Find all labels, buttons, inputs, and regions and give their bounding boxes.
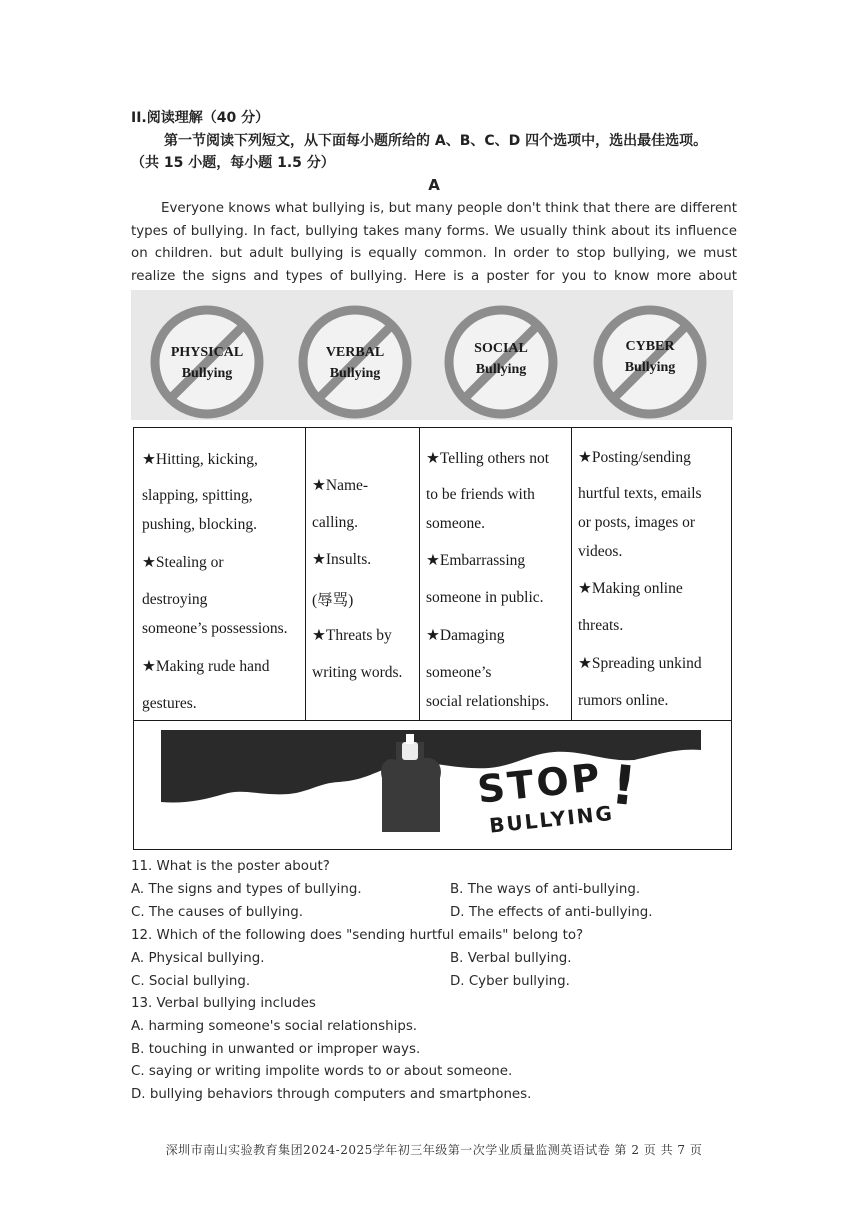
cell-line: to be friends with (426, 486, 535, 503)
question-11-option-b: B. The ways of anti-bullying. (450, 882, 641, 897)
cell-line: slapping, spitting, (142, 487, 253, 504)
cell-line: ★Posting/sending (578, 449, 691, 466)
stop-bullying-banner (133, 720, 732, 850)
cell-line: ★Insults. (312, 551, 372, 568)
question-11-option-c: C. The causes of bullying. (131, 905, 304, 920)
passage-text: Everyone knows what bullying is, but many people don't think that there are different types of bullying. In fact, bullying takes many forms. We usually think about its influence on children. but adult bullying is equally common. In order to stop bullying, we must realize the signs and types of bullying. Here is a poster for you to know more about (131, 201, 737, 284)
stop-word: STOP (475, 754, 605, 812)
sign-title: SOCIAL (474, 341, 528, 356)
cell-line: ★Telling others not (426, 450, 550, 467)
cell-line: ★Spreading unkind (578, 655, 702, 672)
question-11-option-a: A. The signs and types of bullying. (131, 882, 362, 897)
cell-line: ★Making online (578, 580, 683, 597)
sign-subtitle: Bullying (475, 362, 527, 377)
question-12-option-d: D. Cyber bullying. (450, 974, 570, 989)
question-11-option-d: D. The effects of anti-bullying. (450, 905, 653, 920)
section-heading: II.阅读理解（40 分） (131, 110, 270, 126)
cell-line: someone’s possessions. (142, 620, 288, 637)
sign-title: VERBAL (325, 345, 385, 360)
cell-line: someone in public. (426, 589, 544, 606)
cell-line: ★Hitting, kicking, (142, 451, 258, 468)
cell-line: ★Making rude hand (142, 658, 270, 675)
sign-title: PHYSICAL (170, 345, 244, 360)
sign-subtitle: Bullying (624, 360, 676, 375)
cyber-column (571, 428, 730, 720)
instructions-line-2: （共 15 小题，每小题 1.5 分） (131, 155, 335, 171)
question-12-stem: 12. Which of the following does "sending hurtful emails" belong to? (131, 928, 584, 943)
cell-line: social relationships. (426, 693, 550, 710)
cell-line: destroying (142, 591, 208, 608)
verbal-column (305, 428, 419, 720)
bullying-word: BULLYING (488, 800, 615, 838)
verbal-bullying-sign (297, 304, 413, 420)
question-11-stem: 11. What is the poster about? (131, 859, 330, 874)
question-13-option-c: C. saying or writing impolite words to or about someone. (131, 1064, 513, 1079)
page-footer: 深圳市南山实验教育集团2024-2025学年初三年级第一次学业质量监测英语试卷 第 2 页 共 7 页 (165, 1143, 703, 1157)
cell-line: videos. (578, 543, 623, 560)
cell-line: someone. (426, 515, 485, 532)
cell-line: or posts, images or (578, 514, 696, 531)
sign-subtitle: Bullying (181, 366, 233, 381)
cell-line: ★Embarrassing (426, 552, 526, 569)
cell-line: ★Name- (312, 477, 369, 494)
question-12-option-a: A. Physical bullying. (131, 951, 265, 966)
question-13-option-d: D. bullying behaviors through computers and smartphones. (131, 1087, 532, 1102)
cell-line: rumors online. (578, 692, 669, 709)
cell-line: ★Damaging (426, 627, 505, 644)
physical-bullying-sign (149, 304, 265, 420)
cell-line: hurtful texts, emails (578, 485, 702, 502)
question-13-option-a: A. harming someone's social relationships. (131, 1019, 418, 1034)
cell-line: gestures. (142, 695, 197, 712)
cell-line: someone’s (426, 664, 492, 681)
question-13-option-b: B. touching in unwanted or improper ways. (131, 1042, 421, 1057)
question-13-stem: 13. Verbal bullying includes (131, 996, 316, 1011)
social-bullying-sign (443, 304, 559, 420)
social-column (419, 428, 571, 720)
sign-subtitle: Bullying (329, 366, 381, 381)
cell-line: ★Stealing or (142, 554, 224, 571)
cell-line: writing words. (312, 664, 403, 681)
cell-line: (辱骂) (312, 592, 354, 609)
stop-bullying-illustration (134, 720, 733, 850)
poster-signs-strip (131, 290, 733, 420)
cell-line: pushing, blocking. (142, 516, 257, 533)
question-12-option-c: C. Social bullying. (131, 974, 251, 989)
physical-column (134, 428, 305, 720)
sign-title: CYBER (625, 339, 675, 354)
cyber-bullying-sign (592, 304, 708, 420)
instructions-line-1: 第一节阅读下列短文，从下面每小题所给的 A、B、C、D 四个选项中，选出最佳选项。 (164, 133, 708, 149)
cell-line: ★Threats by (312, 627, 392, 644)
passage-title: A (428, 176, 440, 194)
instructions (131, 130, 741, 174)
bullying-types-table (133, 427, 732, 721)
cell-line: calling. (312, 514, 359, 531)
exclamation-mark: ! (608, 752, 640, 819)
question-12-option-b: B. Verbal bullying. (450, 951, 572, 966)
cell-line: threats. (578, 617, 624, 634)
